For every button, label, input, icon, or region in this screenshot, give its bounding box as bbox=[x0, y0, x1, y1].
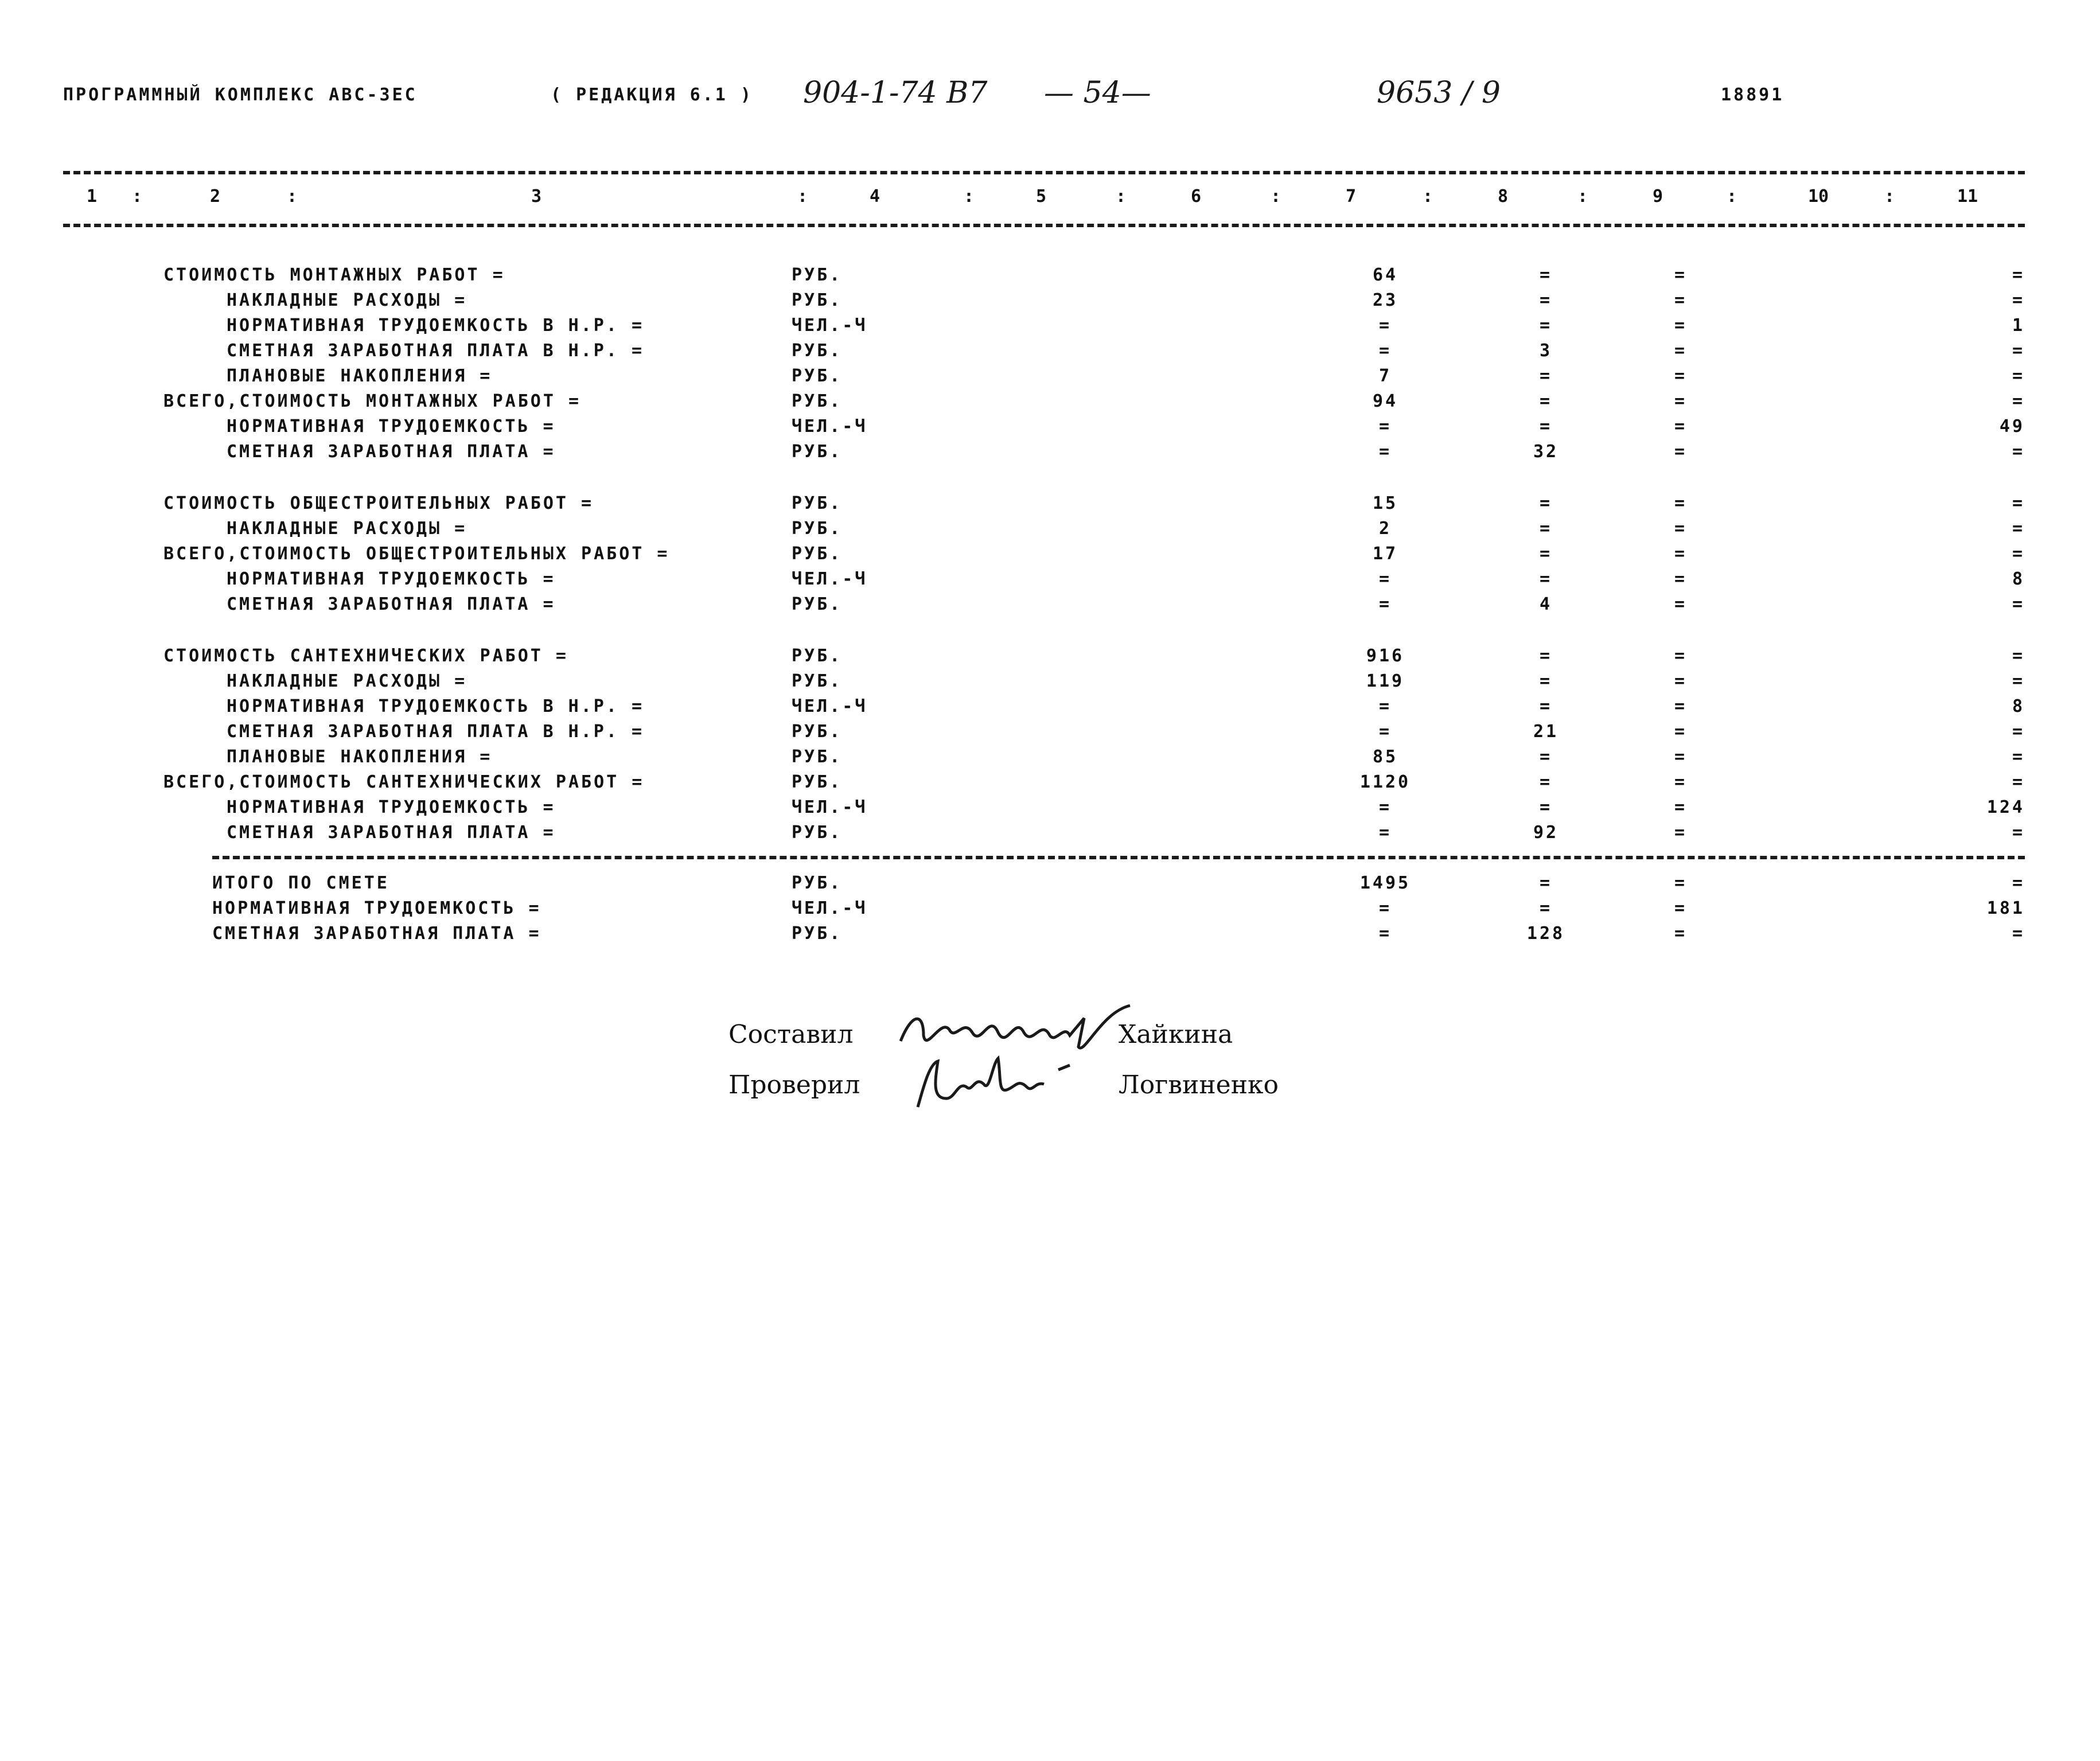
col11-value: = bbox=[2012, 747, 2025, 767]
table-row bbox=[0, 519, 2100, 544]
row-unit: РУБ. bbox=[792, 265, 843, 285]
row-label: НОРМАТИВНАЯ ТРУДОЕМКОСТЬ В Н.Р. = bbox=[227, 315, 645, 336]
column-number: 2 bbox=[209, 186, 221, 207]
col7-value: = bbox=[1378, 416, 1392, 437]
col9-value: = bbox=[1674, 442, 1688, 462]
project-code: 904-1-74 В7 bbox=[803, 76, 988, 110]
col9-value: = bbox=[1674, 823, 1688, 843]
col8-value: 3 bbox=[1539, 341, 1553, 361]
col7-value: 15 bbox=[1372, 493, 1398, 513]
col7-value: 119 bbox=[1366, 671, 1405, 691]
row-unit: РУБ. bbox=[792, 594, 843, 614]
column-number: 5 bbox=[1035, 186, 1047, 207]
compiled-label: Составил bbox=[728, 1020, 854, 1049]
row-unit: РУБ. bbox=[792, 671, 843, 691]
col8-value: = bbox=[1539, 646, 1553, 666]
row-label: СМЕТНАЯ ЗАРАБОТНАЯ ПЛАТА В Н.Р. = bbox=[227, 341, 645, 361]
col9-value: = bbox=[1674, 366, 1688, 386]
table-row bbox=[0, 416, 2100, 442]
col11-value: 181 bbox=[1986, 898, 2025, 918]
col11-value: = bbox=[2012, 519, 2025, 539]
col7-value: = bbox=[1378, 823, 1392, 843]
row-label: СТОИМОСТЬ ОБЩЕСТРОИТЕЛЬНЫХ РАБОТ = bbox=[163, 493, 594, 513]
row-label: ВСЕГО,СТОИМОСТЬ ОБЩЕСТРОИТЕЛЬНЫХ РАБОТ = bbox=[163, 544, 670, 564]
col7-value: = bbox=[1378, 797, 1392, 817]
column-header-row bbox=[0, 186, 2100, 212]
col8-value: = bbox=[1539, 747, 1553, 767]
row-label: НАКЛАДНЫЕ РАСХОДЫ = bbox=[227, 671, 467, 691]
column-separator: : bbox=[1727, 186, 1737, 207]
col11-value: = bbox=[2012, 722, 2025, 742]
col7-value: = bbox=[1378, 341, 1392, 361]
col8-value: = bbox=[1539, 873, 1553, 893]
col8-value: = bbox=[1539, 898, 1553, 918]
table-row bbox=[0, 315, 2100, 341]
row-label: НОРМАТИВНАЯ ТРУДОЕМКОСТЬ = bbox=[227, 797, 556, 817]
col9-value: = bbox=[1674, 722, 1688, 742]
col9-value: = bbox=[1674, 898, 1688, 918]
column-separator: : bbox=[1423, 186, 1433, 207]
table-row bbox=[0, 544, 2100, 569]
row-label: НОРМАТИВНАЯ ТРУДОЕМКОСТЬ = bbox=[212, 898, 541, 918]
col11-value: = bbox=[2012, 290, 2025, 310]
signature-scrawl bbox=[912, 1053, 1084, 1116]
row-label: НАКЛАДНЫЕ РАСХОДЫ = bbox=[227, 290, 467, 310]
col11-value: = bbox=[2012, 646, 2025, 666]
table-row bbox=[0, 671, 2100, 696]
col7-value: = bbox=[1378, 722, 1392, 742]
row-unit: РУБ. bbox=[792, 290, 843, 310]
col11-value: = bbox=[2012, 366, 2025, 386]
table-row bbox=[0, 696, 2100, 722]
row-unit: ЧЕЛ.-Ч bbox=[792, 416, 868, 437]
table-row bbox=[0, 722, 2100, 747]
checked-label: Проверил bbox=[728, 1070, 860, 1100]
col9-value: = bbox=[1674, 873, 1688, 893]
checked-name: Логвиненко bbox=[1119, 1070, 1279, 1100]
table-row bbox=[0, 391, 2100, 416]
col8-value: 128 bbox=[1526, 924, 1565, 944]
col9-value: = bbox=[1674, 265, 1688, 285]
col9-value: = bbox=[1674, 671, 1688, 691]
row-unit: ЧЕЛ.-Ч bbox=[792, 696, 868, 716]
col11-value: 49 bbox=[1999, 416, 2025, 437]
row-label: СМЕТНАЯ ЗАРАБОТНАЯ ПЛАТА = bbox=[227, 594, 556, 614]
col8-value: = bbox=[1539, 797, 1553, 817]
row-label: НОРМАТИВНАЯ ТРУДОЕМКОСТЬ = bbox=[227, 569, 556, 589]
row-unit: ЧЕЛ.-Ч bbox=[792, 797, 868, 817]
col7-value: 94 bbox=[1372, 391, 1398, 411]
col8-value: = bbox=[1539, 519, 1553, 539]
col11-value: 1 bbox=[2012, 315, 2025, 336]
col7-value: = bbox=[1378, 569, 1392, 589]
col11-value: = bbox=[2012, 265, 2025, 285]
totals-row bbox=[0, 898, 2100, 924]
column-separator: : bbox=[132, 186, 143, 207]
row-unit: РУБ. bbox=[792, 519, 843, 539]
col8-value: = bbox=[1539, 290, 1553, 310]
col7-value: 23 bbox=[1372, 290, 1398, 310]
row-unit: РУБ. bbox=[792, 747, 843, 767]
table-row bbox=[0, 646, 2100, 671]
col11-value: = bbox=[2012, 671, 2025, 691]
col11-value: 8 bbox=[2012, 696, 2025, 716]
col8-value: = bbox=[1539, 265, 1553, 285]
col11-value: = bbox=[2012, 341, 2025, 361]
col8-value: = bbox=[1539, 493, 1553, 513]
col7-value: 916 bbox=[1366, 646, 1405, 666]
col11-value: = bbox=[2012, 873, 2025, 893]
col8-value: = bbox=[1539, 391, 1553, 411]
col9-value: = bbox=[1674, 594, 1688, 614]
header-rule-bottom bbox=[63, 224, 2025, 227]
column-number: 4 bbox=[869, 186, 880, 207]
table-row bbox=[0, 594, 2100, 620]
col7-value: 1120 bbox=[1359, 772, 1411, 792]
page-number: — 54— bbox=[1044, 76, 1151, 110]
col9-value: = bbox=[1674, 696, 1688, 716]
row-label: СМЕТНАЯ ЗАРАБОТНАЯ ПЛАТА = bbox=[212, 924, 541, 944]
col7-value: = bbox=[1378, 696, 1392, 716]
col11-value: 124 bbox=[1986, 797, 2025, 817]
table-row bbox=[0, 569, 2100, 594]
row-unit: ЧЕЛ.-Ч bbox=[792, 315, 868, 336]
col7-value: = bbox=[1378, 594, 1392, 614]
row-label: ВСЕГО,СТОИМОСТЬ МОНТАЖНЫХ РАБОТ = bbox=[163, 391, 582, 411]
column-number: 7 bbox=[1345, 186, 1357, 207]
col8-value: = bbox=[1539, 315, 1553, 336]
column-separator: : bbox=[287, 186, 298, 207]
totals-row bbox=[0, 924, 2100, 949]
col7-value: = bbox=[1378, 924, 1392, 944]
totals-rule bbox=[212, 856, 2025, 859]
row-unit: ЧЕЛ.-Ч bbox=[792, 898, 868, 918]
table-row bbox=[0, 823, 2100, 848]
col7-value: 17 bbox=[1372, 544, 1398, 564]
column-number: 10 bbox=[1807, 186, 1829, 207]
row-unit: РУБ. bbox=[792, 646, 843, 666]
column-separator: : bbox=[964, 186, 975, 207]
col11-value: = bbox=[2012, 772, 2025, 792]
column-number: 11 bbox=[1957, 186, 1978, 207]
row-unit: РУБ. bbox=[792, 924, 843, 944]
table-row bbox=[0, 747, 2100, 772]
column-number: 9 bbox=[1652, 186, 1663, 207]
col9-value: = bbox=[1674, 747, 1688, 767]
table-row bbox=[0, 493, 2100, 519]
row-unit: ЧЕЛ.-Ч bbox=[792, 569, 868, 589]
table-row bbox=[0, 290, 2100, 315]
col8-value: 21 bbox=[1533, 722, 1559, 742]
column-number: 3 bbox=[531, 186, 542, 207]
col8-value: 4 bbox=[1539, 594, 1553, 614]
row-unit: РУБ. bbox=[792, 544, 843, 564]
table-row bbox=[0, 772, 2100, 797]
col9-value: = bbox=[1674, 772, 1688, 792]
number-right: 18891 bbox=[1721, 85, 1785, 105]
col7-value: = bbox=[1378, 442, 1392, 462]
doc-number: 9653 / 9 bbox=[1377, 76, 1501, 110]
col8-value: = bbox=[1539, 544, 1553, 564]
col11-value: = bbox=[2012, 442, 2025, 462]
col11-value: = bbox=[2012, 594, 2025, 614]
col7-value: = bbox=[1378, 315, 1392, 336]
col8-value: = bbox=[1539, 772, 1553, 792]
table-row bbox=[0, 366, 2100, 391]
col8-value: = bbox=[1539, 569, 1553, 589]
table-row bbox=[0, 265, 2100, 290]
column-separator: : bbox=[1577, 186, 1588, 207]
totals-row bbox=[0, 873, 2100, 898]
table-row bbox=[0, 341, 2100, 366]
compiled-name: Хайкина bbox=[1119, 1020, 1233, 1049]
row-unit: РУБ. bbox=[792, 873, 843, 893]
col11-value: = bbox=[2012, 493, 2025, 513]
column-separator: : bbox=[1116, 186, 1127, 207]
row-label: НАКЛАДНЫЕ РАСХОДЫ = bbox=[227, 519, 467, 539]
row-label: НОРМАТИВНАЯ ТРУДОЕМКОСТЬ = bbox=[227, 416, 556, 437]
col11-value: = bbox=[2012, 544, 2025, 564]
col9-value: = bbox=[1674, 569, 1688, 589]
checked-signature bbox=[912, 1053, 1084, 1124]
col9-value: = bbox=[1674, 315, 1688, 336]
row-label: СТОИМОСТЬ МОНТАЖНЫХ РАБОТ = bbox=[163, 265, 505, 285]
header-rule-top bbox=[63, 171, 2025, 174]
column-separator: : bbox=[797, 186, 808, 207]
col7-value: 2 bbox=[1378, 519, 1392, 539]
col9-value: = bbox=[1674, 341, 1688, 361]
row-unit: РУБ. bbox=[792, 366, 843, 386]
col9-value: = bbox=[1674, 544, 1688, 564]
col7-value: = bbox=[1378, 898, 1392, 918]
row-unit: РУБ. bbox=[792, 442, 843, 462]
col8-value: = bbox=[1539, 696, 1553, 716]
col8-value: = bbox=[1539, 366, 1553, 386]
col11-value: = bbox=[2012, 823, 2025, 843]
program-title: ПРОГРАММНЫЙ КОМПЛЕКС АВС-ЗЕС bbox=[63, 85, 418, 105]
col11-value: = bbox=[2012, 924, 2025, 944]
row-unit: РУБ. bbox=[792, 772, 843, 792]
column-separator: : bbox=[1271, 186, 1281, 207]
col9-value: = bbox=[1674, 416, 1688, 437]
row-label: НОРМАТИВНАЯ ТРУДОЕМКОСТЬ В Н.Р. = bbox=[227, 696, 645, 716]
col11-value: 8 bbox=[2012, 569, 2025, 589]
row-label: ПЛАНОВЫЕ НАКОПЛЕНИЯ = bbox=[227, 747, 493, 767]
row-label: ИТОГО ПО СМЕТЕ bbox=[212, 873, 389, 893]
col8-value: 32 bbox=[1533, 442, 1559, 462]
col7-value: 7 bbox=[1378, 366, 1392, 386]
row-unit: РУБ. bbox=[792, 341, 843, 361]
row-unit: РУБ. bbox=[792, 823, 843, 843]
row-label: ВСЕГО,СТОИМОСТЬ САНТЕХНИЧЕСКИХ РАБОТ = bbox=[163, 772, 645, 792]
row-unit: РУБ. bbox=[792, 391, 843, 411]
col9-value: = bbox=[1674, 290, 1688, 310]
row-unit: РУБ. bbox=[792, 722, 843, 742]
col9-value: = bbox=[1674, 924, 1688, 944]
column-separator: : bbox=[1884, 186, 1895, 207]
row-label: СМЕТНАЯ ЗАРАБОТНАЯ ПЛАТА В Н.Р. = bbox=[227, 722, 645, 742]
col9-value: = bbox=[1674, 519, 1688, 539]
col7-value: 85 bbox=[1372, 747, 1398, 767]
edition-label: ( РЕДАКЦИЯ 6.1 ) bbox=[551, 85, 753, 105]
column-number: 8 bbox=[1497, 186, 1509, 207]
row-label: СМЕТНАЯ ЗАРАБОТНАЯ ПЛАТА = bbox=[227, 442, 556, 462]
row-unit: РУБ. bbox=[792, 493, 843, 513]
table-row bbox=[0, 797, 2100, 823]
table-row bbox=[0, 442, 2100, 467]
row-label: ПЛАНОВЫЕ НАКОПЛЕНИЯ = bbox=[227, 366, 493, 386]
col8-value: 92 bbox=[1533, 823, 1559, 843]
col8-value: = bbox=[1539, 416, 1553, 437]
col11-value: = bbox=[2012, 391, 2025, 411]
col9-value: = bbox=[1674, 646, 1688, 666]
col9-value: = bbox=[1674, 493, 1688, 513]
col9-value: = bbox=[1674, 391, 1688, 411]
col7-value: 64 bbox=[1372, 265, 1398, 285]
column-number: 1 bbox=[86, 186, 98, 207]
col9-value: = bbox=[1674, 797, 1688, 817]
column-number: 6 bbox=[1190, 186, 1202, 207]
row-label: СМЕТНАЯ ЗАРАБОТНАЯ ПЛАТА = bbox=[227, 823, 556, 843]
col8-value: = bbox=[1539, 671, 1553, 691]
col7-value: 1495 bbox=[1359, 873, 1411, 893]
row-label: СТОИМОСТЬ САНТЕХНИЧЕСКИХ РАБОТ = bbox=[163, 646, 568, 666]
